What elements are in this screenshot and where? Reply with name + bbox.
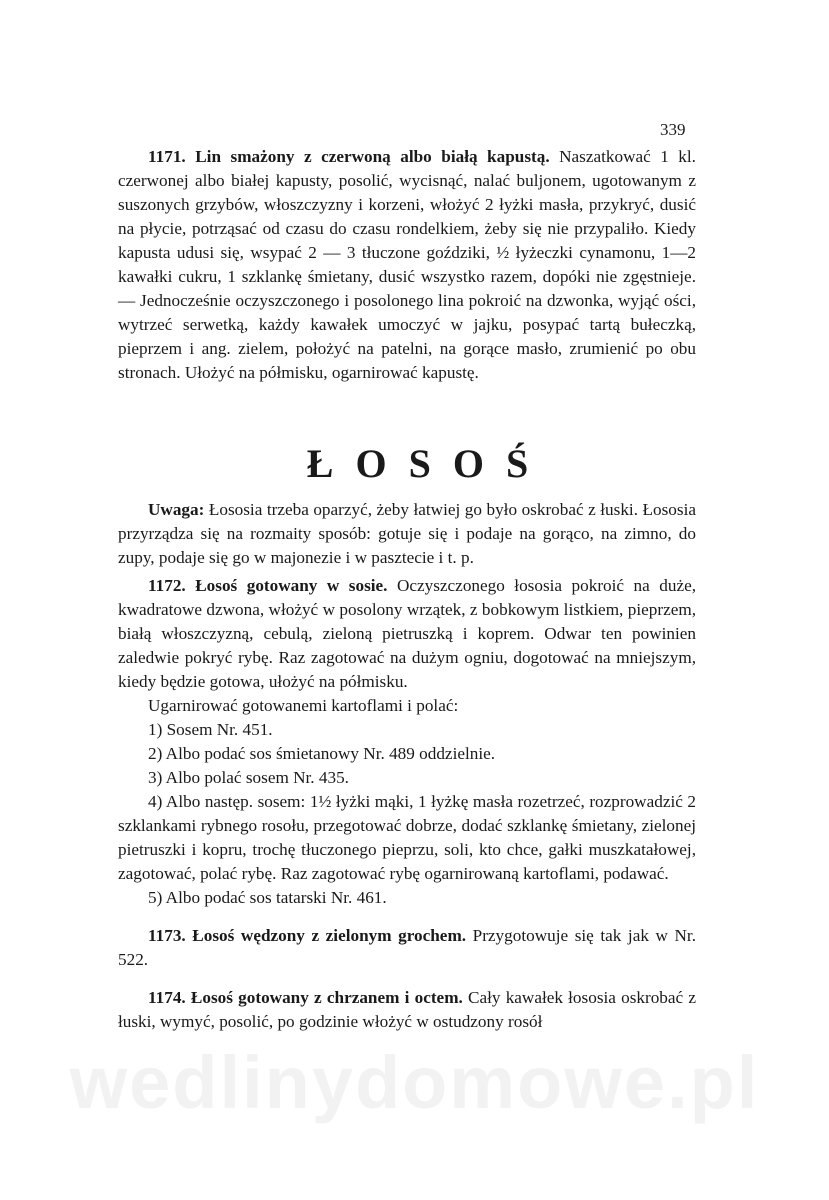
- option-item: 4) Albo następ. sosem: 1½ łyżki mąki, 1 łyżkę masła rozetrzeć, rozprowadzić 2 szklankami rybnego rosołu, przegotować dobrze, dodać szklankę śmietany, zielonej pietruszki i kopru, trochę tłuczonego pieprzu, soli, kto chce, gałki muszkatałowej, zagotować, polać rybę. Raz zagotować rybę ogarnirowaną kartoflami, podawać.: [118, 792, 696, 883]
- section-heading: ŁOSOŚ: [306, 441, 551, 486]
- recipe-body: Przygotowuje się tak jak w Nr. 522.: [118, 926, 696, 969]
- option-item: 1) Sosem Nr. 451.: [148, 720, 273, 739]
- recipe-title: 1174. Łosoś gotowany z chrzanem i octem.: [148, 988, 463, 1007]
- recipe-1171: [118, 145, 696, 385]
- option-item: 2) Albo podać sos śmietanowy Nr. 489 oddzielnie.: [148, 744, 496, 763]
- recipe-body: Oczyszczonego łososia pokroić na duże, kwadratowe dzwona, włożyć w posolony wrzątek, z bobkowym listkiem, pieprzem, białą włoszczyzną, cebulą, zieloną pietruszką i koprem. Odwar ten powinien zaledwie pokryć rybę. Raz zagotować na dużym ogniu, dogotować na mniejszym, kiedy będzie gotowa, ułożyć na półmisku.: [118, 576, 697, 691]
- note-body: Łososia trzeba oparzyć, żeby łatwiej go było oskrobać z łuski. Łososia przyrządza się na rozmaity sposób: gotuje się i podaje na gorąco, na zimno, do zupy, podaje się go w majonezie i w pasztecie i t. p.: [118, 500, 696, 567]
- note: [118, 498, 696, 570]
- recipe-body: Naszatkować 1 kl. czerwonej albo białej kapusty, posolić, wycisnąć, nalać buljonem, ugotowanym z suszonych grzybów, włoszczyzny i korzeni, włożyć 2 łyżki masła, przykryć, dusić na płycie, potrząsać od czasu do czasu rondelkiem, żeby się nie przypaliło. Kiedy kapusta udusi się, wsypać 2 — 3 tłuczone goździki, ½ łyżeczki cynamonu, 1—2 kawałki cukru, 1 szklankę śmietany, dusić wszystko razem, dopóki nie zgęstnieje. — Jednocześnie oczyszczonego i posolonego lina pokroić na dzwonka, wyjąć ości, wytrzeć serwetką, każdy kawałek umoczyć w jajku, posypać tartą bułeczką, pieprzem i ang. zielem, położyć na patelni, na gorące masło, zrumienić po obu stronach. Ułożyć na półmisku, ogarnirować kapustę.: [118, 147, 696, 382]
- recipe-title: 1173. Łosoś wędzony z zielonym grochem.: [148, 926, 467, 945]
- recipe-1172: [118, 574, 696, 694]
- recipe-1172-intro: Ugarnirować gotowanemi kartoflami i polać:: [148, 696, 459, 715]
- watermark: wedlinydomowe.pl: [69, 1041, 760, 1124]
- page-number: 339: [660, 120, 686, 139]
- recipe-body: Cały kawałek łososia oskrobać z łuski, wymyć, posolić, po godzinie włożyć w ostudzony rosół: [118, 988, 696, 1031]
- option-item: 5) Albo podać sos tatarski Nr. 461.: [148, 888, 387, 907]
- recipe-1173: [118, 924, 696, 972]
- recipe-title: 1172. Łosoś gotowany w sosie.: [148, 576, 388, 595]
- recipe-1174: [118, 986, 696, 1034]
- note-label: Uwaga:: [148, 500, 205, 519]
- option-item: 3) Albo polać sosem Nr. 435.: [148, 768, 349, 787]
- recipe-title: 1171. Lin smażony z czerwoną albo białą kapustą.: [148, 147, 550, 166]
